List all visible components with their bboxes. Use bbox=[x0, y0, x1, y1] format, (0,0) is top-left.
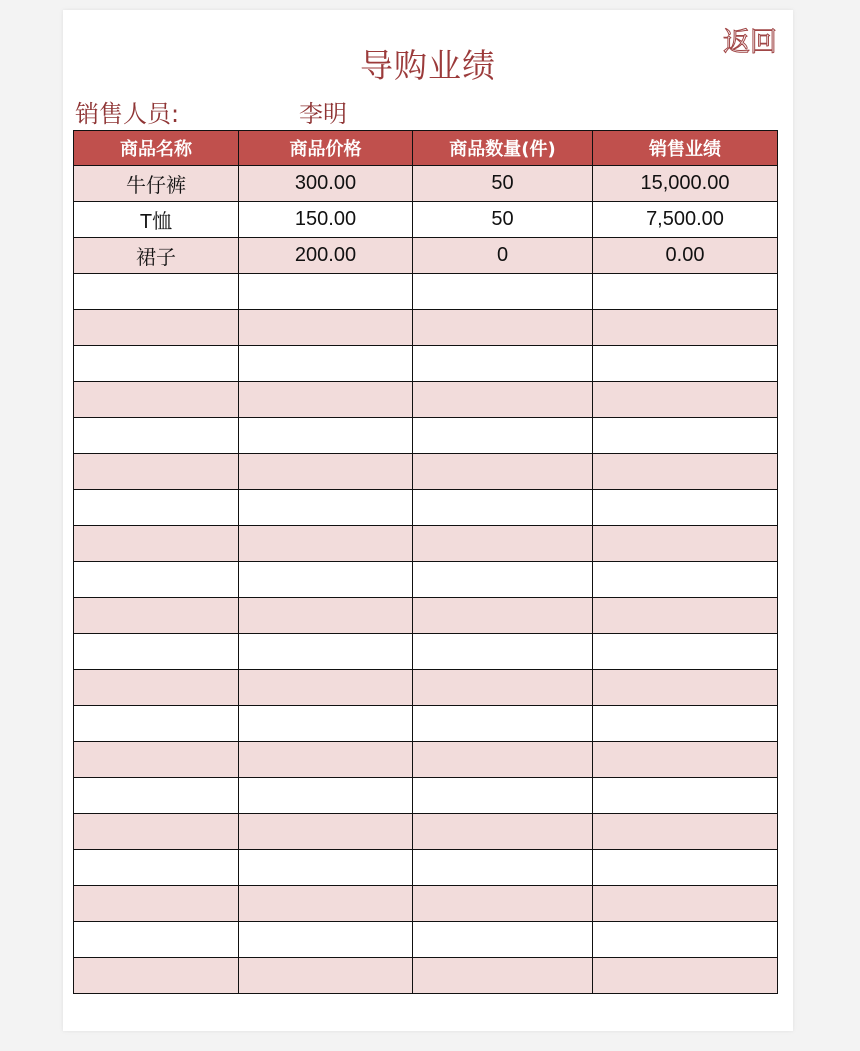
cell-sales[interactable] bbox=[593, 490, 778, 526]
cell-quantity[interactable] bbox=[413, 634, 593, 670]
cell-sales[interactable] bbox=[593, 634, 778, 670]
cell-product-name[interactable] bbox=[74, 526, 239, 562]
cell-product-name[interactable] bbox=[74, 922, 239, 958]
cell-sales[interactable] bbox=[593, 562, 778, 598]
cell-sales[interactable] bbox=[593, 418, 778, 454]
sheet-page bbox=[63, 10, 793, 1031]
cell-price[interactable] bbox=[239, 490, 413, 526]
cell-quantity[interactable] bbox=[413, 670, 593, 706]
table-row bbox=[74, 742, 778, 778]
cell-quantity[interactable] bbox=[413, 310, 593, 346]
table-row bbox=[74, 238, 778, 274]
cell-quantity[interactable]: 50 bbox=[413, 166, 593, 202]
cell-quantity[interactable] bbox=[413, 490, 593, 526]
cell-sales[interactable] bbox=[593, 922, 778, 958]
cell-price[interactable] bbox=[239, 742, 413, 778]
cell-price[interactable]: 300.00 bbox=[239, 166, 413, 202]
table-row bbox=[74, 418, 778, 454]
table-row bbox=[74, 850, 778, 886]
cell-price[interactable] bbox=[239, 382, 413, 418]
cell-quantity[interactable] bbox=[413, 454, 593, 490]
cell-quantity[interactable] bbox=[413, 418, 593, 454]
cell-price[interactable]: 200.00 bbox=[239, 238, 413, 274]
cell-sales[interactable] bbox=[593, 598, 778, 634]
table-row bbox=[74, 310, 778, 346]
cell-price[interactable] bbox=[239, 886, 413, 922]
cell-sales[interactable]: 15,000.00 bbox=[593, 166, 778, 202]
cell-product-name[interactable] bbox=[74, 850, 239, 886]
table-row bbox=[74, 598, 778, 634]
table-row bbox=[74, 706, 778, 742]
cell-sales[interactable] bbox=[593, 274, 778, 310]
cell-product-name[interactable] bbox=[74, 490, 239, 526]
cell-quantity[interactable] bbox=[413, 274, 593, 310]
cell-product-name[interactable] bbox=[74, 958, 239, 994]
cell-price[interactable]: 150.00 bbox=[239, 202, 413, 238]
table-row bbox=[74, 634, 778, 670]
cell-quantity[interactable] bbox=[413, 706, 593, 742]
cell-product-name[interactable] bbox=[74, 274, 239, 310]
seller-label: 销售人员: bbox=[75, 100, 180, 128]
cell-price[interactable] bbox=[239, 850, 413, 886]
table-row bbox=[74, 166, 778, 202]
cell-price[interactable] bbox=[239, 814, 413, 850]
cell-price[interactable] bbox=[239, 346, 413, 382]
cell-product-name[interactable]: T恤 bbox=[74, 202, 239, 238]
cell-product-name[interactable] bbox=[74, 886, 239, 922]
cell-quantity[interactable] bbox=[413, 382, 593, 418]
table-row bbox=[74, 346, 778, 382]
cell-sales[interactable] bbox=[593, 706, 778, 742]
cell-price[interactable] bbox=[239, 310, 413, 346]
cell-product-name[interactable] bbox=[74, 562, 239, 598]
cell-sales[interactable] bbox=[593, 742, 778, 778]
cell-product-name[interactable] bbox=[74, 814, 239, 850]
cell-quantity[interactable] bbox=[413, 562, 593, 598]
cell-quantity[interactable] bbox=[413, 958, 593, 994]
cell-product-name[interactable] bbox=[74, 346, 239, 382]
table-row bbox=[74, 202, 778, 238]
cell-quantity[interactable] bbox=[413, 886, 593, 922]
header-quantity: 商品数量(件) bbox=[413, 131, 593, 166]
table-row bbox=[74, 922, 778, 958]
table-row bbox=[74, 454, 778, 490]
cell-price[interactable] bbox=[239, 670, 413, 706]
cell-price[interactable] bbox=[239, 418, 413, 454]
table-row bbox=[74, 670, 778, 706]
cell-price[interactable] bbox=[239, 958, 413, 994]
cell-quantity[interactable] bbox=[413, 742, 593, 778]
seller-name[interactable]: 李明 bbox=[299, 100, 347, 128]
cell-quantity[interactable] bbox=[413, 922, 593, 958]
cell-sales[interactable] bbox=[593, 814, 778, 850]
cell-quantity[interactable]: 0 bbox=[413, 238, 593, 274]
cell-sales[interactable]: 7,500.00 bbox=[593, 202, 778, 238]
cell-product-name[interactable] bbox=[74, 382, 239, 418]
cell-product-name[interactable] bbox=[74, 418, 239, 454]
cell-sales[interactable] bbox=[593, 454, 778, 490]
table-row bbox=[74, 382, 778, 418]
table-row bbox=[74, 274, 778, 310]
cell-product-name[interactable] bbox=[74, 706, 239, 742]
cell-sales[interactable] bbox=[593, 346, 778, 382]
cell-sales[interactable] bbox=[593, 382, 778, 418]
header-product-name: 商品名称 bbox=[74, 131, 239, 166]
table-row bbox=[74, 958, 778, 994]
table-row bbox=[74, 562, 778, 598]
cell-price[interactable] bbox=[239, 562, 413, 598]
cell-price[interactable] bbox=[239, 922, 413, 958]
table-row bbox=[74, 778, 778, 814]
cell-product-name[interactable]: 牛仔裤 bbox=[74, 166, 239, 202]
cell-product-name[interactable] bbox=[74, 454, 239, 490]
table-row bbox=[74, 814, 778, 850]
cell-product-name[interactable] bbox=[74, 310, 239, 346]
page-title: 导购业绩 bbox=[360, 46, 496, 85]
cell-sales[interactable] bbox=[593, 670, 778, 706]
cell-price[interactable] bbox=[239, 634, 413, 670]
cell-quantity[interactable] bbox=[413, 850, 593, 886]
cell-price[interactable] bbox=[239, 706, 413, 742]
header-row bbox=[74, 131, 778, 166]
cell-quantity[interactable] bbox=[413, 814, 593, 850]
cell-product-name[interactable] bbox=[74, 742, 239, 778]
cell-quantity[interactable]: 50 bbox=[413, 202, 593, 238]
cell-product-name[interactable] bbox=[74, 598, 239, 634]
cell-price[interactable] bbox=[239, 778, 413, 814]
cell-quantity[interactable] bbox=[413, 526, 593, 562]
cell-sales[interactable] bbox=[593, 778, 778, 814]
cell-sales[interactable] bbox=[593, 850, 778, 886]
cell-product-name[interactable] bbox=[74, 778, 239, 814]
cell-sales[interactable] bbox=[593, 310, 778, 346]
cell-quantity[interactable] bbox=[413, 778, 593, 814]
cell-product-name[interactable]: 裙子 bbox=[74, 238, 239, 274]
table-row bbox=[74, 526, 778, 562]
cell-price[interactable] bbox=[239, 454, 413, 490]
back-button[interactable]: 返回 bbox=[723, 27, 777, 58]
header-product-price: 商品价格 bbox=[239, 131, 413, 166]
performance-table bbox=[73, 130, 778, 994]
cell-price[interactable] bbox=[239, 274, 413, 310]
table-row bbox=[74, 886, 778, 922]
cell-product-name[interactable] bbox=[74, 670, 239, 706]
cell-sales[interactable] bbox=[593, 526, 778, 562]
cell-quantity[interactable] bbox=[413, 346, 593, 382]
cell-sales[interactable] bbox=[593, 886, 778, 922]
cell-price[interactable] bbox=[239, 526, 413, 562]
cell-sales[interactable]: 0.00 bbox=[593, 238, 778, 274]
cell-price[interactable] bbox=[239, 598, 413, 634]
cell-quantity[interactable] bbox=[413, 598, 593, 634]
cell-sales[interactable] bbox=[593, 958, 778, 994]
table-row bbox=[74, 490, 778, 526]
header-sales: 销售业绩 bbox=[593, 131, 778, 166]
cell-product-name[interactable] bbox=[74, 634, 239, 670]
